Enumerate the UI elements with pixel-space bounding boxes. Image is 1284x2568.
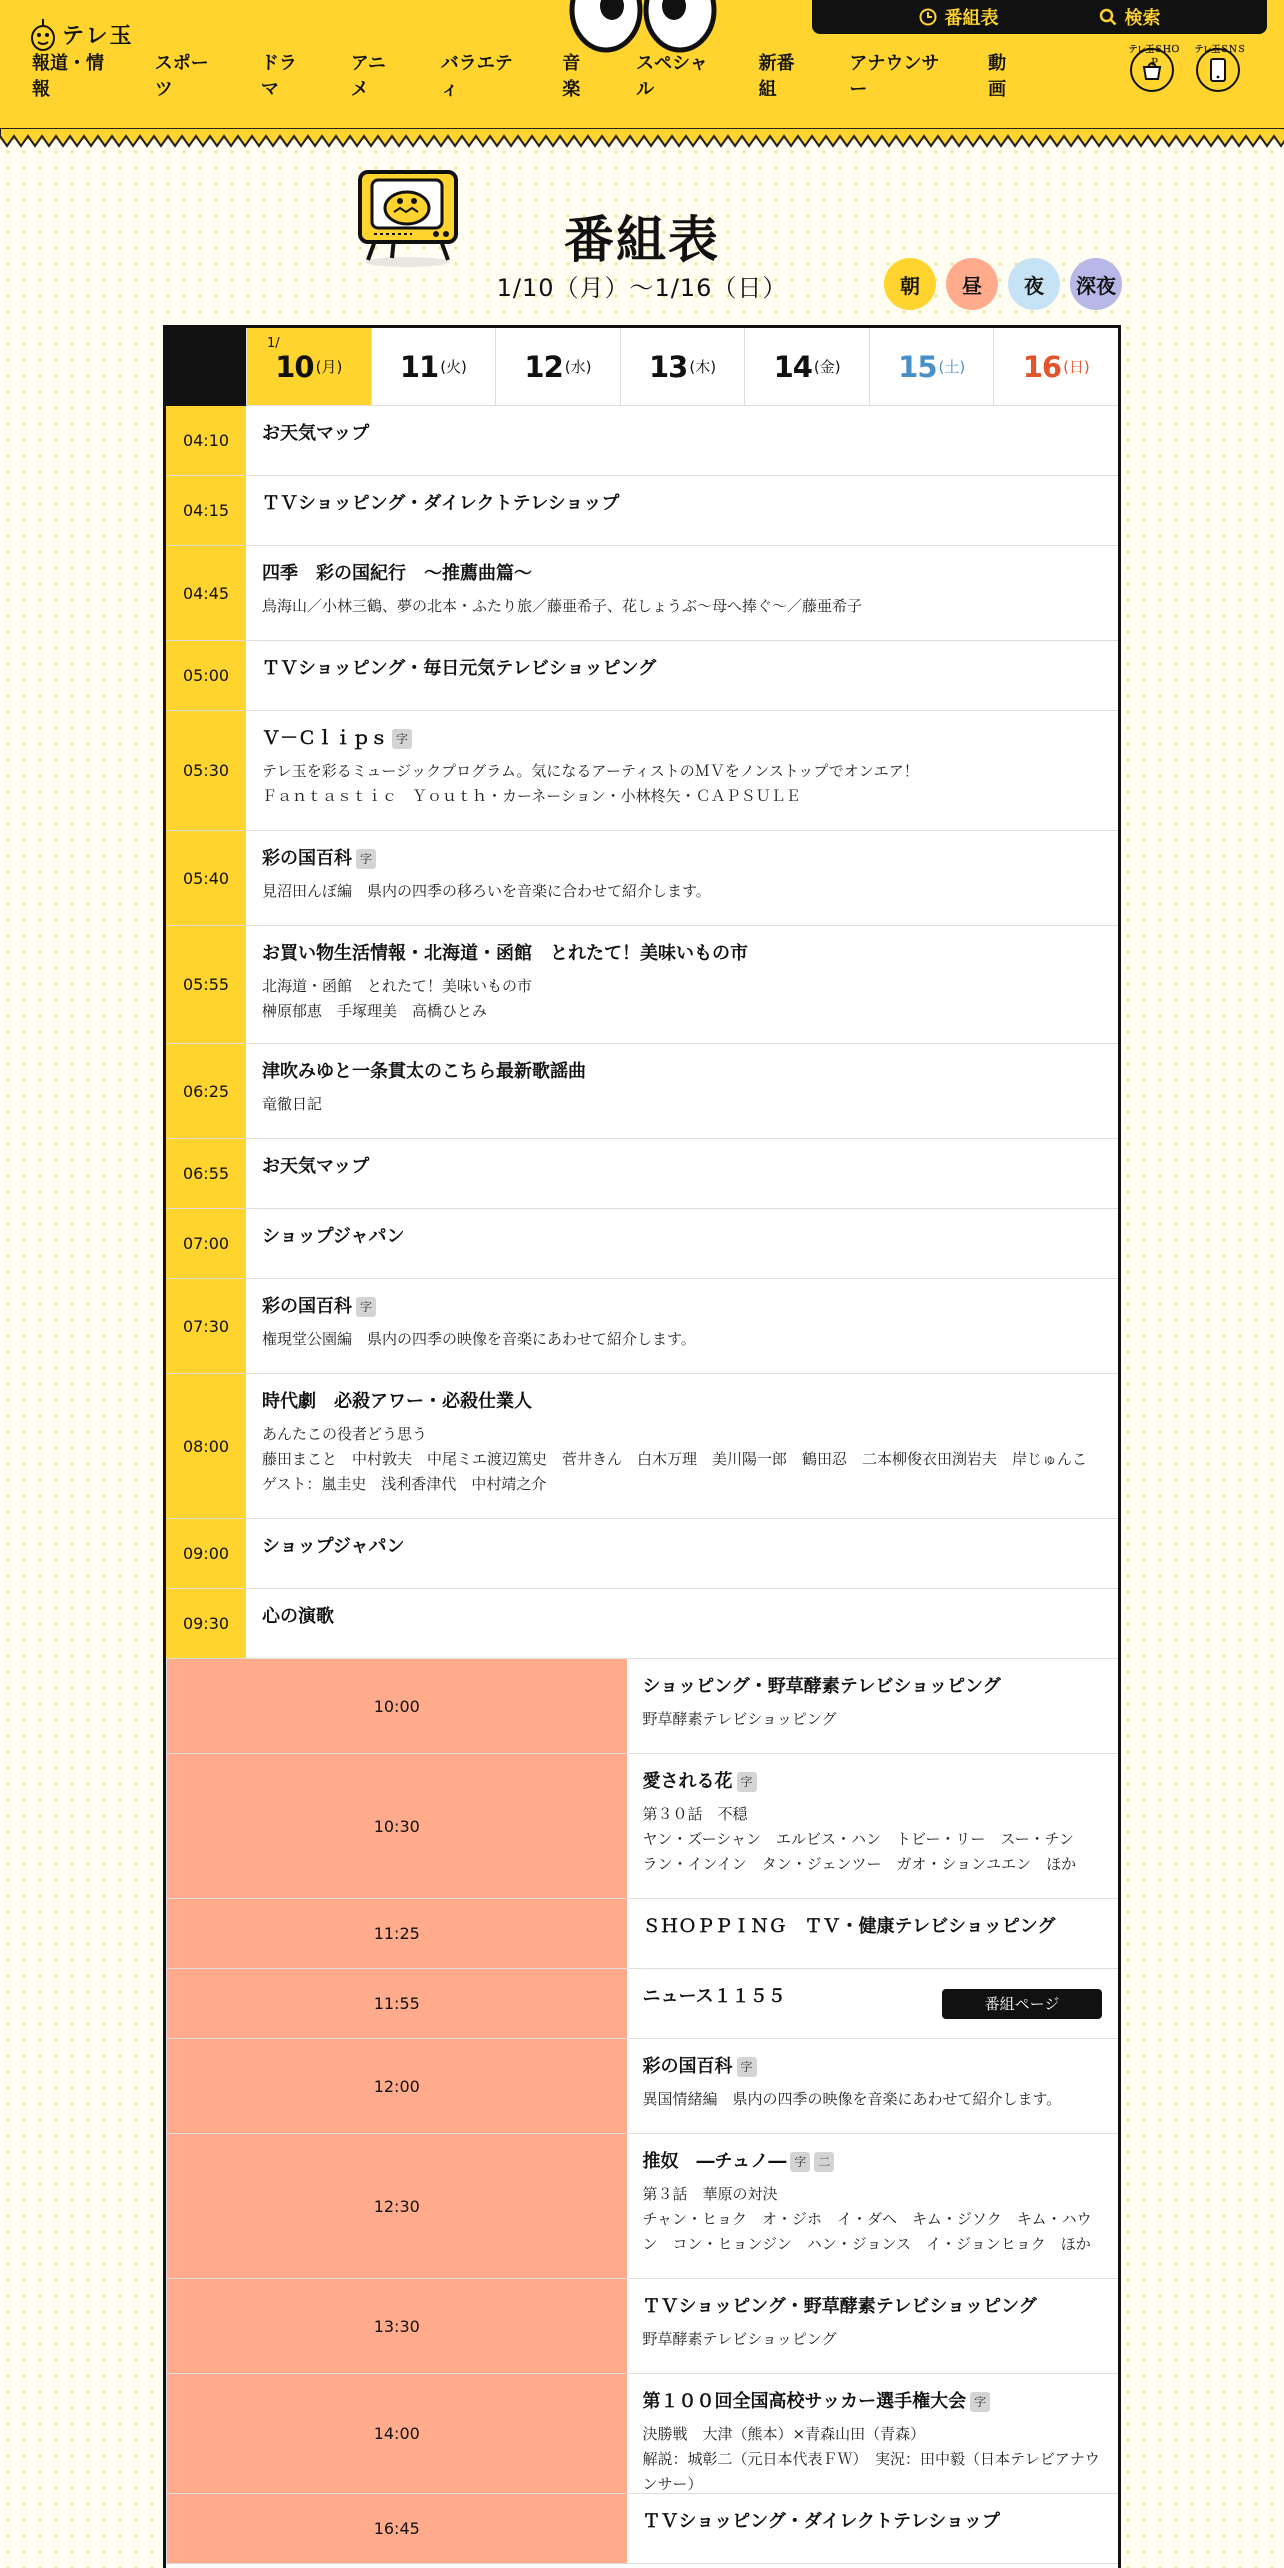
search-icon [1099, 8, 1117, 26]
program-row[interactable] [166, 1589, 1118, 1659]
day-tab-weekday: (日) [1063, 358, 1090, 376]
program-cell[interactable] [246, 1209, 1118, 1278]
program-row[interactable] [166, 2279, 1118, 2374]
program-cell[interactable] [246, 1519, 1118, 1588]
shop-link-label: テレ玉ＳＨＯＰ [1128, 45, 1180, 68]
program-row[interactable] [166, 1279, 1118, 1374]
program-title-line [262, 422, 1102, 446]
program-time: 06:55 [166, 1139, 246, 1208]
program-time: 11:25 [166, 1899, 627, 1968]
day-tab-weekday: (土) [938, 358, 966, 376]
program-time: 16:45 [166, 2494, 627, 2563]
program-title-line [643, 1675, 1103, 1699]
nav-new-programs[interactable]: 新番組 [758, 53, 795, 100]
date-range: 1/10（月）〜1/16（日） [496, 274, 788, 302]
header-zigzag-edge [0, 128, 1284, 152]
program-cell[interactable] [246, 1139, 1118, 1208]
program-time: 05:55 [166, 926, 246, 1043]
program-title[interactable]: 津吹みゆと一条貫太のこちら最新歌謡曲 [262, 1061, 586, 1082]
program-description: 異国情緒編 県内の四季の映像を音楽にあわせて紹介します。 [642, 2090, 1062, 2108]
filter-morning-button[interactable]: 朝 [884, 258, 936, 310]
program-time: 10:00 [166, 1659, 627, 1753]
program-time: 12:30 [166, 2134, 627, 2278]
program-title-line [643, 1770, 1103, 1794]
program-title-line [262, 1390, 1102, 1414]
program-title[interactable]: ＴＶショッピング・ダイレクトテレショップ [262, 493, 620, 514]
program-description: 北海道・函館 とれたて！美味いもの市 榊原郁恵 手塚理美 高橋ひとみ [262, 977, 533, 1020]
program-time: 11:55 [166, 1969, 627, 2038]
program-cell[interactable] [246, 1374, 1118, 1518]
caption-badge: 字 [790, 2152, 810, 2172]
program-title[interactable]: ＴＶショッピング・毎日元気テレビショッピング [262, 658, 657, 679]
time-of-day-filters [884, 258, 1122, 310]
program-row[interactable] [166, 1659, 1118, 1754]
caption-badge: 字 [970, 2392, 990, 2412]
program-title[interactable]: ショップジャパン [262, 1226, 405, 1247]
program-row[interactable] [166, 926, 1118, 1044]
program-time: 05:40 [166, 831, 246, 925]
program-row[interactable] [166, 1754, 1118, 1899]
program-title[interactable]: ＴＶショッピング・ダイレクトテレショップ [642, 2511, 1000, 2532]
program-title-line [262, 1295, 1102, 1319]
program-title-line [262, 1605, 1102, 1629]
program-row[interactable] [166, 1044, 1118, 1139]
program-title[interactable]: ニュース１１５５ [642, 1986, 786, 2007]
program-title-line [643, 2295, 1103, 2319]
program-time: 05:00 [166, 641, 246, 710]
program-cell[interactable] [627, 2039, 1119, 2133]
program-description: 見沼田んぼ編 県内の四季の移ろいを音楽に合わせて紹介します。 [262, 882, 711, 900]
program-cell[interactable] [246, 641, 1118, 710]
program-cell[interactable] [246, 406, 1118, 475]
program-cell[interactable] [627, 2279, 1119, 2373]
top-bar-schedule-link[interactable] [919, 4, 999, 30]
nav-video[interactable]: 動画 [988, 53, 1007, 100]
program-cell[interactable] [627, 2374, 1119, 2493]
program-time: 08:00 [166, 1374, 246, 1518]
program-time: 09:00 [166, 1519, 246, 1588]
caption-badge: 字 [356, 849, 376, 869]
program-time: 12:00 [166, 2039, 627, 2133]
program-description: 野草酵素テレビショッピング [642, 1710, 837, 1728]
program-description: あんたこの役者どう思う 藤田まこと 中村敦夫 中尾ミエ渡辺篤史 菅井きん 白木万理 美川陽一郎 鶴田忍 二本柳俊衣田渕岩夫 岸じゅんこ ゲスト：嵐圭史 浅利香津代 中村靖之介 [262, 1425, 1088, 1493]
nav-music[interactable]: 音楽 [562, 53, 581, 100]
program-title-line [643, 1915, 1103, 1939]
top-bar-search-label: 検索 [1124, 8, 1161, 29]
program-title[interactable]: 推奴 ―チュノ― [642, 2151, 787, 2172]
program-row[interactable] [166, 2374, 1118, 2494]
day-tab-weekday: (火) [440, 358, 467, 376]
clock-icon [919, 8, 937, 26]
top-bar-schedule-label: 番組表 [944, 8, 999, 29]
schedule-table [163, 325, 1121, 2568]
day-tab-weekday: (木) [689, 358, 717, 376]
program-time: 14:00 [166, 2374, 627, 2493]
program-title[interactable]: ショッピング・野草酵素テレビショッピング [642, 1676, 1001, 1697]
program-description: 第３話 華原の対決 チャン・ヒョク オ・ジホ イ・ダヘ キム・ジソク キム・ハウン コン・ヒョンジン ハン・ジョンス イ・ジョンヒョク ほか [642, 2185, 1092, 2253]
program-title[interactable]: ＴＶショッピング・野草酵素テレビショッピング [642, 2296, 1037, 2317]
program-row[interactable] [166, 2494, 1118, 2564]
program-title-line [262, 492, 1102, 516]
program-row[interactable] [166, 1519, 1118, 1589]
tele-tama-mascot-icon [30, 16, 56, 52]
program-title[interactable]: 彩の国百科 [642, 2056, 733, 2077]
nav-special[interactable]: スペシャル [636, 53, 708, 100]
program-title-line [262, 1155, 1102, 1179]
nav-announcer[interactable]: アナウンサー [849, 53, 940, 100]
program-list [166, 406, 1118, 2564]
nav-variety[interactable]: バラエティ [440, 53, 513, 100]
day-tabs [166, 328, 1118, 406]
program-title[interactable]: 時代劇 必殺アワー・必殺仕業人 [262, 1391, 532, 1412]
program-title[interactable]: 第１００回全国高校サッカー選手権大会 [642, 2391, 967, 2412]
program-title[interactable]: 四季 彩の国紀行 ～推薦曲篇～ [262, 563, 532, 584]
logo-text: テレ玉 [62, 23, 134, 49]
program-cell[interactable] [246, 1044, 1118, 1138]
filter-late-night-button[interactable]: 深夜 [1070, 258, 1122, 310]
program-title[interactable]: ショップジャパン [262, 1536, 405, 1557]
day-tab-15[interactable] [869, 328, 994, 405]
program-title-line [643, 2055, 1103, 2079]
day-tab-10[interactable] [246, 328, 371, 405]
program-title-line [262, 847, 1102, 871]
program-cell[interactable] [627, 1659, 1119, 1753]
day-tab-weekday: (月) [315, 358, 343, 376]
program-title-line [262, 657, 1102, 681]
program-row[interactable] [166, 406, 1118, 476]
program-cell[interactable] [627, 1969, 1119, 2038]
program-cell[interactable] [246, 711, 1118, 830]
program-row[interactable] [166, 831, 1118, 926]
nav-anime[interactable]: アニメ [350, 53, 386, 100]
program-row[interactable] [166, 476, 1118, 546]
program-row[interactable] [166, 1139, 1118, 1209]
top-utility-bar [812, 0, 1267, 34]
day-tab-11[interactable] [371, 328, 496, 405]
smartphone-icon [1209, 57, 1227, 83]
day-tab-13[interactable] [620, 328, 745, 405]
sns-link-label: テレ玉ＳＮＳ [1194, 45, 1246, 55]
program-row[interactable] [166, 546, 1118, 641]
program-time: 04:10 [166, 406, 246, 475]
program-description: 鳥海山／小林三鶴、夢の北本・ふたり旅／藤亜希子、花しょうぶ～母へ捧ぐ～／藤亜希子 [262, 597, 863, 615]
site-logo[interactable] [30, 16, 134, 52]
program-cell[interactable] [627, 2134, 1119, 2278]
day-tab-number: 10 [275, 349, 314, 384]
program-time: 04:45 [166, 546, 246, 640]
day-tab-weekday: (金) [813, 358, 841, 376]
nav-drama[interactable]: ドラマ [260, 53, 297, 100]
day-tab-14[interactable] [744, 328, 869, 405]
program-title[interactable]: お買い物生活情報・北海道・函館 とれたて！美味いもの市 [262, 943, 748, 964]
program-cell[interactable] [246, 546, 1118, 640]
program-row[interactable] [166, 1899, 1118, 1969]
program-time: 04:15 [166, 476, 246, 545]
program-row[interactable] [166, 1209, 1118, 1279]
day-tab-weekday: (水) [564, 358, 592, 376]
caption-badge: 字 [356, 1297, 376, 1317]
day-tab-12[interactable] [495, 328, 620, 405]
program-row[interactable] [166, 1969, 1118, 2039]
program-cell[interactable] [246, 831, 1118, 925]
nav-news[interactable]: 報道・情報 [32, 53, 104, 100]
program-description: 決勝戦 大津（熊本）×青森山田（青森） 解説：城彰二（元日本代表ＦＷ） 実況：田中毅（日本テレビアナウンサー） [642, 2425, 1100, 2493]
nav-circle-links [1128, 45, 1246, 92]
page-title: 番組表 [564, 211, 720, 269]
program-cell[interactable] [627, 1754, 1119, 1898]
program-title[interactable]: 彩の国百科 [262, 1296, 352, 1317]
nav-sports[interactable]: スポーツ [154, 53, 209, 100]
top-bar-search-link[interactable] [1099, 4, 1161, 30]
program-cell[interactable] [246, 926, 1118, 1043]
day-tab-month: 1/ [267, 336, 280, 351]
day-tab-number: 13 [648, 349, 688, 384]
program-time: 07:00 [166, 1209, 246, 1278]
program-time: 10:30 [166, 1754, 627, 1898]
program-title[interactable]: ＳＨＯＰＰＩＮＧ ＴＶ・健康テレビショッピング [642, 1916, 1056, 1937]
program-cell[interactable] [246, 1279, 1118, 1373]
program-title-line [262, 942, 1102, 966]
caption-badge: 二 [814, 2152, 834, 2172]
program-title-line [643, 2510, 1103, 2534]
program-title[interactable]: 愛される花 [642, 1771, 733, 1792]
program-time: 05:30 [166, 711, 246, 830]
program-title-line [262, 1225, 1102, 1249]
program-title-line [643, 2390, 1103, 2414]
program-title-line [262, 1060, 1102, 1084]
program-cell[interactable] [627, 2494, 1119, 2563]
shop-link[interactable] [1128, 45, 1180, 92]
program-row[interactable] [166, 2134, 1118, 2279]
program-description: テレ玉を彩るミュージックプログラム。気になるアーティストのＭＶをノンストップでオンエア！ Ｆａｎｔａｓｔｉｃ Ｙｏｕｔｈ・カーネーション・小林柊矢・ＣＡＰＳＵＬＥ [262, 762, 919, 805]
program-description: 権現堂公園編 県内の四季の映像を音楽にあわせて紹介します。 [262, 1330, 696, 1348]
program-time: 09:30 [166, 1589, 246, 1658]
sns-link[interactable] [1194, 45, 1246, 92]
filter-daytime-button[interactable]: 昼 [946, 258, 998, 310]
filter-night-button[interactable]: 夜 [1008, 258, 1060, 310]
program-time: 13:30 [166, 2279, 627, 2373]
day-tab-number: 16 [1022, 349, 1062, 384]
day-tab-16[interactable] [993, 328, 1118, 405]
day-tabs-corner [166, 328, 246, 406]
program-title-line [262, 562, 1102, 586]
caption-badge: 字 [737, 2057, 757, 2077]
program-title[interactable]: お天気マップ [262, 1156, 370, 1177]
day-tab-number: 12 [524, 349, 563, 384]
program-description: 第３０話 不穏 ヤン・ズーシャン エルビス・ハン トビー・リー スー・チン ラン・インイン タン・ジェンツー ガオ・ションユエン ほか [642, 1805, 1077, 1873]
site-header [0, 0, 1284, 140]
program-title-line [262, 1535, 1102, 1559]
program-row[interactable] [166, 1374, 1118, 1519]
program-cell[interactable] [627, 1899, 1119, 1968]
day-tab-number: 15 [898, 349, 937, 384]
main-nav [20, 53, 1020, 100]
caption-badge: 字 [392, 729, 412, 749]
program-description: 野草酵素テレビショッピング [642, 2330, 837, 2348]
day-tab-number: 14 [773, 349, 812, 384]
program-title[interactable]: お天気マップ [262, 423, 370, 444]
program-title[interactable]: 彩の国百科 [262, 848, 352, 869]
program-cell[interactable] [246, 1589, 1118, 1658]
program-row[interactable] [166, 2039, 1118, 2134]
program-time: 06:25 [166, 1044, 246, 1138]
day-tab-number: 11 [399, 349, 439, 384]
caption-badge: 字 [737, 1772, 757, 1792]
program-cell[interactable] [246, 476, 1118, 545]
program-row[interactable] [166, 641, 1118, 711]
program-title-line [262, 727, 1102, 751]
program-title[interactable]: 心の演歌 [262, 1606, 334, 1627]
program-title[interactable]: Ｖ－Ｃｌｉｐｓ [262, 728, 388, 749]
program-page-button[interactable]: 番組ページ [942, 1989, 1102, 2019]
program-row[interactable] [166, 711, 1118, 831]
program-time: 07:30 [166, 1279, 246, 1373]
program-title-line [643, 2150, 1103, 2174]
program-description: 竜徹日記 [262, 1095, 323, 1113]
